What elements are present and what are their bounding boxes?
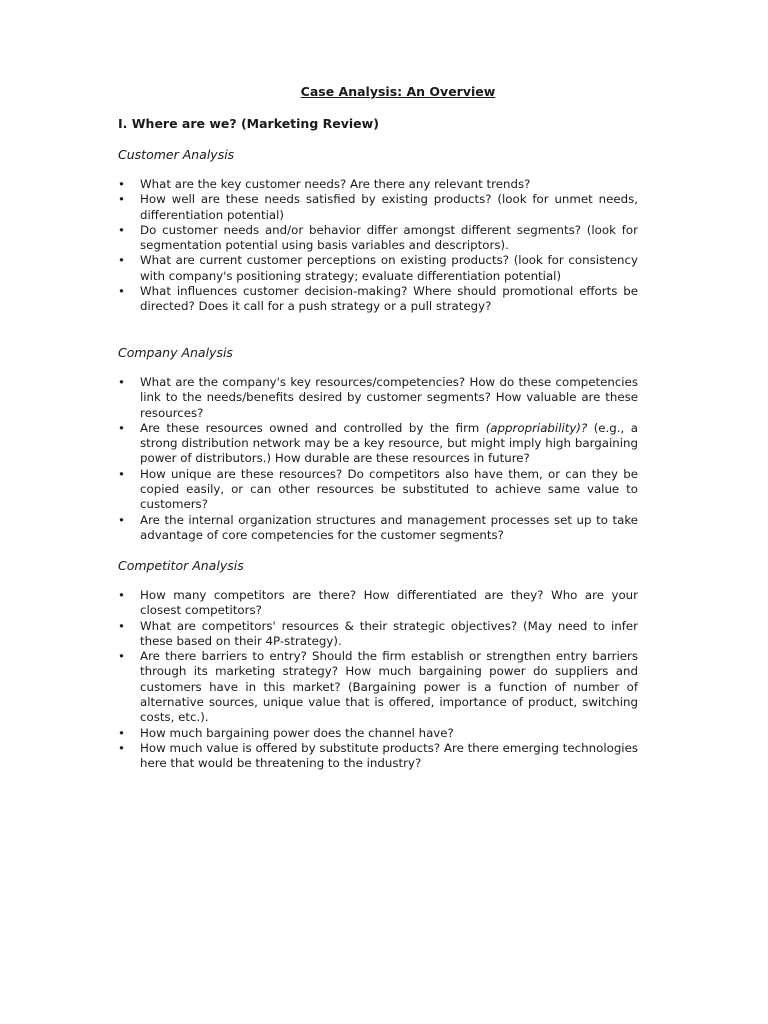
list-item: • What are competitors' resources & their strategic objectives? (May need to infer these based on their 4P-strategy). [118, 619, 638, 650]
list-item [118, 421, 638, 467]
list-item: • Are the internal organization structures and management processes set up to take advantage of core competencies for the customer segments? [118, 513, 638, 544]
list-item: • How unique are these resources? Do competitors also have them, or can they be copied easily, or can other resources be substituted to achieve same value to customers? [118, 467, 638, 513]
item-emphasis: (appropriability)? [485, 420, 588, 435]
list-item: • How much bargaining power does the channel have? [118, 726, 638, 741]
company-analysis-heading: Company Analysis [118, 345, 233, 360]
list-item: • How well are these needs satisfied by existing products? (look for unmet needs, differentiation potential) [118, 192, 638, 223]
list-item: • What are the key customer needs? Are there any relevant trends? [118, 177, 638, 192]
customer-analysis-heading: Customer Analysis [118, 147, 235, 162]
customer-analysis-list [118, 177, 638, 315]
list-item: • Do customer needs and/or behavior differ amongst different segments? (look for segmentation potential using basis variables and descriptors). [118, 223, 638, 254]
document-title: Case Analysis: An Overview [300, 84, 496, 99]
section-heading: I. Where are we? (Marketing Review) [118, 116, 379, 131]
list-item: • How many competitors are there? How differentiated are they? Who are your closest competitors? [118, 588, 638, 619]
item-text: Are these resources owned and controlled by the firm [140, 420, 486, 435]
item-text: (e.g., a strong distribution network may be a key resource, but might imply high bargaining power of distributors.) How durable are these resources in future? [140, 420, 638, 466]
list-item: • How much value is offered by substitute products? Are there emerging technologies here that would be threatening to the industry? [118, 741, 638, 772]
list-item: • What are current customer perceptions on existing products? (look for consistency with company's positioning strategy; evaluate differentiation potential) [118, 253, 638, 284]
list-item: • What are the company's key resources/competencies? How do these competencies link to the needs/benefits desired by customer segments? How valuable are these resources? [118, 375, 638, 421]
list-item: • Are there barriers to entry? Should the firm establish or strengthen entry barriers through its marketing strategy? How much bargaining power do suppliers and customers have in this market? (Bargaining power is a function of number of alternative sources, unique value that is offered, importance of product, switching costs, etc.). [118, 649, 638, 725]
list-item: • What influences customer decision-making? Where should promotional efforts be directed? Does it call for a push strategy or a pull strategy? [118, 284, 638, 315]
competitor-analysis-list [118, 588, 638, 772]
competitor-analysis-heading: Competitor Analysis [118, 558, 244, 573]
company-analysis-list [118, 375, 638, 543]
